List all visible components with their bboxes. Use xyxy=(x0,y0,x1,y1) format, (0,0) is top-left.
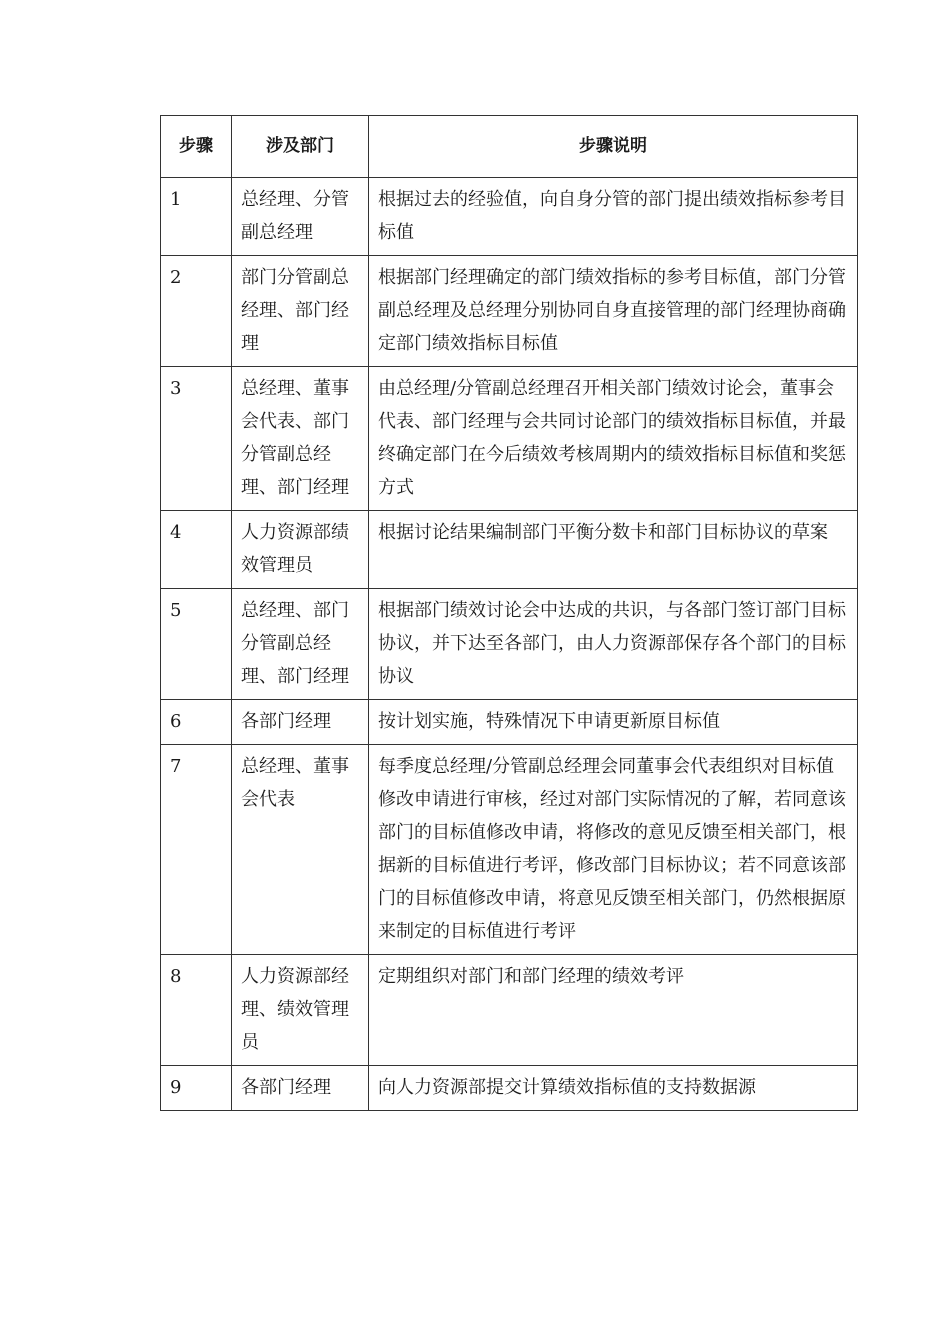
description-cell: 按计划实施，特殊情况下申请更新原目标值 xyxy=(369,700,858,745)
table-row xyxy=(161,367,858,511)
step-number: 8 xyxy=(161,955,232,1066)
description-cell: 根据部门经理确定的部门绩效指标的参考目标值，部门分管副总经理及总经理分别协同自身直接管理的部门经理协商确定部门绩效指标目标值 xyxy=(369,256,858,367)
table-row xyxy=(161,511,858,589)
step-table xyxy=(160,115,858,1111)
department-cell: 人力资源部绩效管理员 xyxy=(232,511,369,589)
step-number: 1 xyxy=(161,178,232,256)
description-cell: 根据部门绩效讨论会中达成的共识，与各部门签订部门目标协议，并下达至各部门，由人力资源部保存各个部门的目标协议 xyxy=(369,589,858,700)
table-header xyxy=(161,116,858,178)
table-row xyxy=(161,700,858,745)
description-cell: 每季度总经理/分管副总经理会同董事会代表组织对目标值修改申请进行审核，经过对部门实际情况的了解，若同意该部门的目标值修改申请，将修改的意见反馈至相关部门，根据新的目标值进行考评，修改部门目标协议；若不同意该部门的目标值修改申请，将意见反馈至相关部门，仍然根据原来制定的目标值进行考评 xyxy=(369,745,858,955)
table-row xyxy=(161,1066,858,1111)
department-cell: 总经理、分管副总经理 xyxy=(232,178,369,256)
description-cell: 根据过去的经验值，向自身分管的部门提出绩效指标参考目标值 xyxy=(369,178,858,256)
step-number: 2 xyxy=(161,256,232,367)
step-number: 5 xyxy=(161,589,232,700)
department-cell: 总经理、董事会代表 xyxy=(232,745,369,955)
description-cell: 向人力资源部提交计算绩效指标值的支持数据源 xyxy=(369,1066,858,1111)
department-cell: 人力资源部经理、绩效管理员 xyxy=(232,955,369,1066)
table-row xyxy=(161,955,858,1066)
step-number: 4 xyxy=(161,511,232,589)
step-number: 7 xyxy=(161,745,232,955)
department-cell: 总经理、部门分管副总经理、部门经理 xyxy=(232,589,369,700)
step-number: 3 xyxy=(161,367,232,511)
table-row xyxy=(161,589,858,700)
table-row xyxy=(161,745,858,955)
department-cell: 总经理、董事会代表、部门分管副总经理、部门经理 xyxy=(232,367,369,511)
table-row xyxy=(161,256,858,367)
header-department: 涉及部门 xyxy=(232,116,369,178)
table-row xyxy=(161,178,858,256)
department-cell: 各部门经理 xyxy=(232,1066,369,1111)
description-cell: 定期组织对部门和部门经理的绩效考评 xyxy=(369,955,858,1066)
description-cell: 根据讨论结果编制部门平衡分数卡和部门目标协议的草案 xyxy=(369,511,858,589)
department-cell: 各部门经理 xyxy=(232,700,369,745)
description-cell: 由总经理/分管副总经理召开相关部门绩效讨论会，董事会代表、部门经理与会共同讨论部门的绩效指标目标值，并最终确定部门在今后绩效考核周期内的绩效指标目标值和奖惩方式 xyxy=(369,367,858,511)
header-row xyxy=(161,116,858,178)
header-step: 步骤 xyxy=(161,116,232,178)
table-body xyxy=(161,178,858,1111)
step-number: 6 xyxy=(161,700,232,745)
department-cell: 部门分管副总经理、部门经理 xyxy=(232,256,369,367)
header-description: 步骤说明 xyxy=(369,116,858,178)
step-number: 9 xyxy=(161,1066,232,1111)
